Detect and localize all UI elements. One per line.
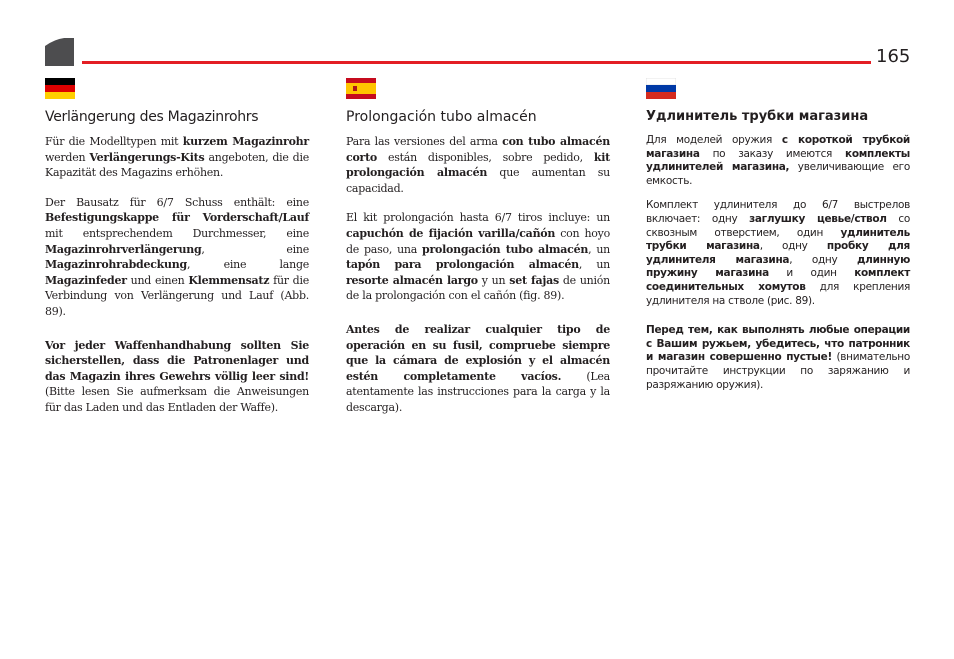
text-run: y un [477, 273, 510, 287]
text-run: , одну [789, 253, 857, 266]
text-run: увеличивающие его емкость. [646, 161, 910, 187]
bold-text-run: комплекты удлинителей магазина, [646, 147, 910, 174]
text-run: (Bitte lesen Sie aufmerksam die Anweisungen für das Laden und das Entladen der Waffe). [45, 385, 309, 414]
german-column [45, 78, 309, 430]
bold-text-run: Antes de realizar cualquier tipo de operación en su fusil, compruebe siempre que la cámara de explosión y el almacén estén completamente vacíos. [346, 322, 610, 383]
text-run: , eine lange [187, 258, 309, 272]
bold-text-run: capuchón de fijación varilla/cañón [346, 226, 556, 240]
bold-text-run: resorte almacén largo [346, 273, 478, 287]
text-run: Para las versiones del arma [346, 135, 503, 148]
german-paragraph-1 [45, 134, 309, 181]
bold-text-run: Magazinrohrabdeckung [45, 258, 187, 272]
text-run: Der Bausatz für 6/7 Schuss enthält: eine [45, 195, 309, 209]
bold-text-run: пробку для удлинителя магазина [646, 240, 910, 266]
text-run: El kit prolongación hasta 6/7 tiros incluye: un [346, 211, 610, 225]
text-run: (внимательно прочитайте инструкции по заряжанию и разряжанию оружия). [646, 351, 910, 391]
text-run: están disponibles, sobre pedido, [377, 150, 594, 164]
page-number: 165 [876, 46, 911, 67]
german-heading: Verlängerung des Magazinrohrs [45, 109, 259, 125]
russian-warning [646, 324, 910, 392]
spanish-warning [346, 322, 610, 416]
bold-text-run: Vor jeder Waffenhandhabung sollten Sie sicherstellen, dass die Patronenlager und das Magazin ihres Gewehrs völlig leer sind! [45, 338, 309, 383]
text-run: Для моделей оружия [646, 134, 782, 146]
text-run: für die Verbindung von Verlängerung und Lauf (Abb. 89). [45, 273, 309, 318]
russia-flag-icon [646, 78, 676, 99]
header-rule [82, 61, 871, 64]
brand-logo-icon [45, 38, 74, 66]
bold-text-run: Befestigungskappe für Vorderschaft/Lauf [45, 211, 309, 225]
bold-text-run: Klemmensatz [188, 273, 270, 287]
bold-text-run: заглушку цевье/ствол [749, 212, 887, 225]
text-run: , eine [201, 242, 309, 256]
spanish-column [346, 78, 610, 430]
bold-text-run: с короткой трубкой магазина [646, 134, 910, 160]
bold-text-run: con tubo almacén corto [346, 135, 610, 164]
text-run: Комплект удлинителя до 6/7 выстрелов включает: одну [646, 199, 910, 225]
spain-flag-icon [346, 78, 376, 99]
bold-text-run: kurzem Magazinrohr [182, 135, 309, 148]
bold-text-run: Magazinrohrverlängerung [45, 242, 202, 256]
text-run: , одну [759, 240, 827, 253]
german-paragraph-2 [45, 195, 309, 320]
text-run: со сквозным отверстием, один [646, 212, 910, 239]
bold-text-run: комплект соединительных хомутов [646, 267, 910, 293]
bold-text-run: Magazinfeder [45, 273, 127, 287]
bold-text-run: prolongación tubo almacén [422, 242, 589, 256]
bold-text-run: удлинитель трубки магазина [646, 226, 910, 253]
russian-heading: Удлинитель трубки магазина [646, 109, 869, 124]
spanish-paragraph-1 [346, 134, 610, 196]
text-run: , un [578, 258, 610, 272]
text-run: werden [45, 150, 90, 164]
bold-text-run: Verlängerungs-Kits [89, 150, 205, 164]
text-run: Für die Modelltypen mit [45, 135, 183, 148]
bold-text-run: длинную пружину магазина [646, 253, 910, 280]
text-run: und einen [126, 273, 189, 287]
bold-text-run: tapón para prolongación almacén [346, 258, 579, 272]
text-run: con hoyo de paso, una [346, 226, 611, 256]
spanish-paragraph-2 [346, 210, 610, 304]
text-run: для крепления удлинителя на стволе (рис. 89). [646, 280, 910, 307]
text-run: que aumentan su capacidad. [346, 166, 610, 195]
russian-column [646, 78, 910, 403]
german-warning [45, 338, 309, 416]
bold-text-run: set fajas [509, 273, 559, 287]
text-run: de unión de la prolongación con el cañón (fig. 89). [346, 273, 610, 303]
spanish-heading: Prolongación tubo almacén [346, 109, 537, 125]
germany-flag-icon [45, 78, 75, 99]
bold-text-run: kit prolongación almacén [346, 150, 610, 180]
text-run: по заказу имеются [699, 147, 845, 160]
text-run: mit entsprechendem Durchmesser, eine [45, 226, 309, 240]
text-run: (Lea atentamente las instrucciones para la carga y la descarga). [346, 369, 610, 414]
bold-text-run: Перед тем, как выполнять любые операции с Вашим ружьем, убедитесь, что патронник и магазин совершенно пустые! [646, 324, 910, 364]
russian-paragraph-1 [646, 134, 910, 188]
russian-paragraph-2 [646, 199, 910, 308]
text-run: angeboten, die die Kapazität des Magazins erhöhen. [45, 150, 309, 180]
text-run: , un [588, 242, 610, 256]
text-run: и один [768, 267, 855, 280]
